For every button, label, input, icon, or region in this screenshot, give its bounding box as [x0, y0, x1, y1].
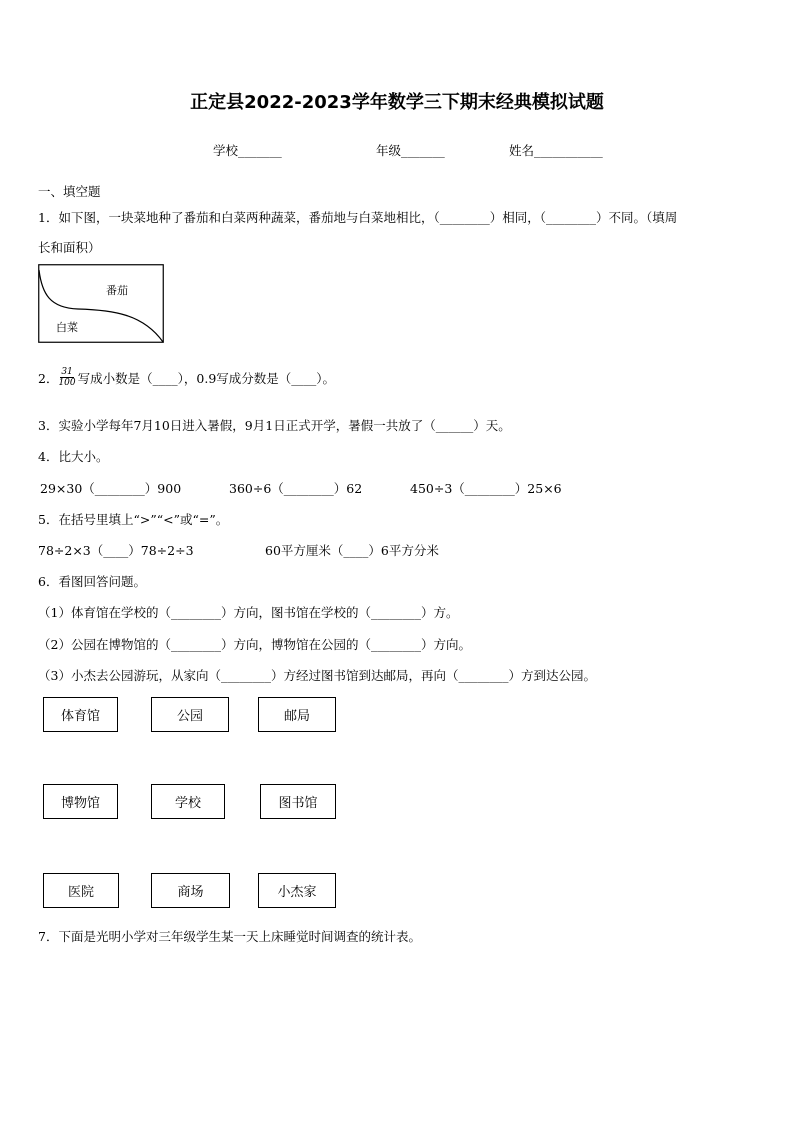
question-3: 3．实验小学每年7月10日进入暑假，9月1日正式开学，暑假一共放了（______）天。	[38, 418, 511, 433]
question-5-heading: 5．在括号里填上“>”“<”或“=”。	[38, 512, 229, 527]
question-2-number: 2．	[38, 370, 59, 386]
fraction-denominator: 100	[58, 378, 76, 388]
question-6-sub-3: （3）小杰去公园游玩，从家向（________）方经过图书馆到达邮局，再向（________）方到达公园。	[38, 668, 596, 683]
section-heading: 一、填空题	[38, 184, 101, 199]
name-field: 姓名___________	[509, 143, 603, 158]
question-6-sub-1: （1）体育馆在学校的（________）方向，图书馆在学校的（________）方。	[38, 605, 459, 620]
question-2-text: 写成小数是（____），0.9写成分数是（____）。	[77, 370, 336, 386]
compare-item-1: 29×30（________）900	[40, 481, 182, 496]
page-title: 正定县2022-2023学年数学三下期末经典模拟试题	[190, 92, 604, 113]
question-7: 7．下面是光明小学对三年级学生某一天上床睡觉时间调查的统计表。	[38, 929, 421, 944]
cabbage-label: 白菜	[56, 321, 78, 334]
box-post-office: 邮局	[258, 697, 336, 732]
box-park: 公园	[151, 697, 229, 732]
fill-sign-item-1: 78÷2×3（____）78÷2÷3	[38, 543, 194, 558]
grade-field: 年级_______	[376, 143, 445, 158]
vegetable-plot-figure	[38, 264, 164, 343]
box-library: 图书馆	[260, 784, 336, 819]
question-1-line-1: 1．如下图，一块菜地种了番茄和白菜两种蔬菜，番茄地与白菜地相比，（________）相同，（________）不同。（填周	[38, 210, 678, 225]
question-2	[38, 367, 335, 388]
tomato-label: 番茄	[106, 284, 128, 297]
school-field: 学校_______	[213, 143, 282, 158]
box-mall: 商场	[151, 873, 230, 908]
box-xiaojie-home: 小杰家	[258, 873, 336, 908]
box-school: 学校	[151, 784, 225, 819]
question-6-heading: 6．看图回答问题。	[38, 574, 146, 589]
fraction	[58, 367, 75, 388]
question-1-line-2: 长和面积）	[38, 240, 101, 255]
compare-item-2: 360÷6（________）62	[229, 481, 363, 496]
box-gymnasium: 体育馆	[43, 697, 118, 732]
question-4-heading: 4．比大小。	[38, 449, 109, 464]
fill-sign-item-2: 60平方厘米（____）6平方分米	[265, 543, 439, 558]
question-6-sub-2: （2）公园在博物馆的（________）方向，博物馆在公园的（________）方向。	[38, 637, 471, 652]
box-hospital: 医院	[43, 873, 119, 908]
fraction-numerator: 31	[61, 367, 73, 377]
compare-item-3: 450÷3（________）25×6	[410, 481, 562, 496]
box-museum: 博物馆	[43, 784, 118, 819]
